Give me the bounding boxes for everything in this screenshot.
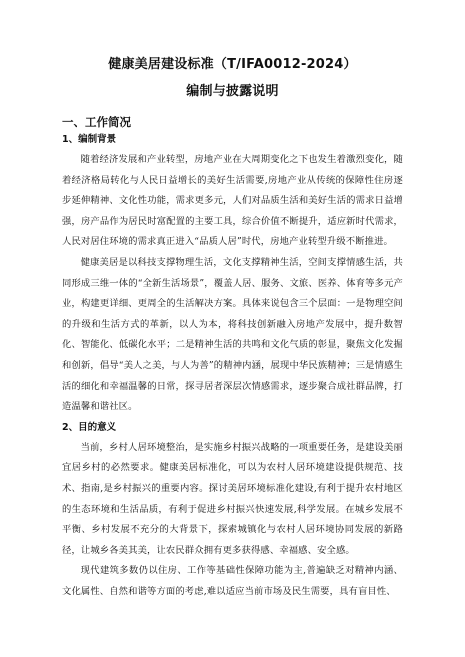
document-subtitle: 编制与披露说明 [186, 84, 279, 99]
paragraph: 健康美居是以科技支撑物理生活，文化支撑精神生活，空间支撑情感生活，共同形成三维一体的“全新生活场景”，覆盖人居、服务、文旅、医养、体育等多元产业，构建更详细、更周全的生活解决方案。具体来说包含三个层面：一是物理空间的升级和生活方式的革新，以人为本，将科技创新融入房地产发展中，提升数智化、智能化、低碳化水平；二是精神生活的共鸣和文化气质的彰显，聚焦文化发掘和创新，倡导“美人之美，与人为善”的精神内涵，展现中华民族精神；三是情感生活的细化和幸福温馨的日常，探寻居者深层次情感需求，逐步聚合成社群品牌，打造温馨和谐社区。 [62, 256, 403, 413]
paragraph: 现代建筑多数仍以住房、工作等基础性保障功能为主,普遍缺乏对精神内涵、文化属性、自然和谐等方面的考虑,难以适应当前市场及民生需要，具有盲目性、 [62, 565, 403, 597]
subsection-heading-background: 1、编制背景 [62, 134, 117, 145]
subsection-heading-purpose: 2、目的意义 [62, 421, 117, 433]
paragraph: 随着经济发展和产业转型，房地产业在大周期变化之下也发生着激烈变化，随着经济格局转化与人民日益增长的美好生活需要,房地产业从传统的保障性住房逐步延伸精神、文化性功能，需求更多元，人们对品质生活和美好生活的需求日益增强，房产品作为居民时富配置的主要工具，综合价值不断提升，适应新时代需求，人民对居住环境的需求真正进入“品质人居”时代，房地产业转型升级不断推进。 [62, 154, 403, 248]
document-title: 健康美居建设标准（T/IFA0012-2024） [108, 57, 357, 72]
section-heading-work-overview: 一、工作简况 [62, 115, 131, 129]
paragraph: 当前，乡村人居环境整治，是实施乡村振兴战略的一项重要任务，是建设美丽宜居乡村的必然要求。健康美居标准化，可以为农村人居环境建设提供规范、技术、指南,是乡村振兴的重要内容。探讨美居环境标准化建设,有利于提升农村地区的生态环境和生活品质，有利于促进乡村振兴快速发展,科学发展。在城乡发展不平衡、乡村发展不充分的大背景下，探索城镇化与农村人居环境协同发展的新路径，让城乡各美其美，让农民群众拥有更多获得感、幸福感、安全感。 [62, 441, 403, 556]
